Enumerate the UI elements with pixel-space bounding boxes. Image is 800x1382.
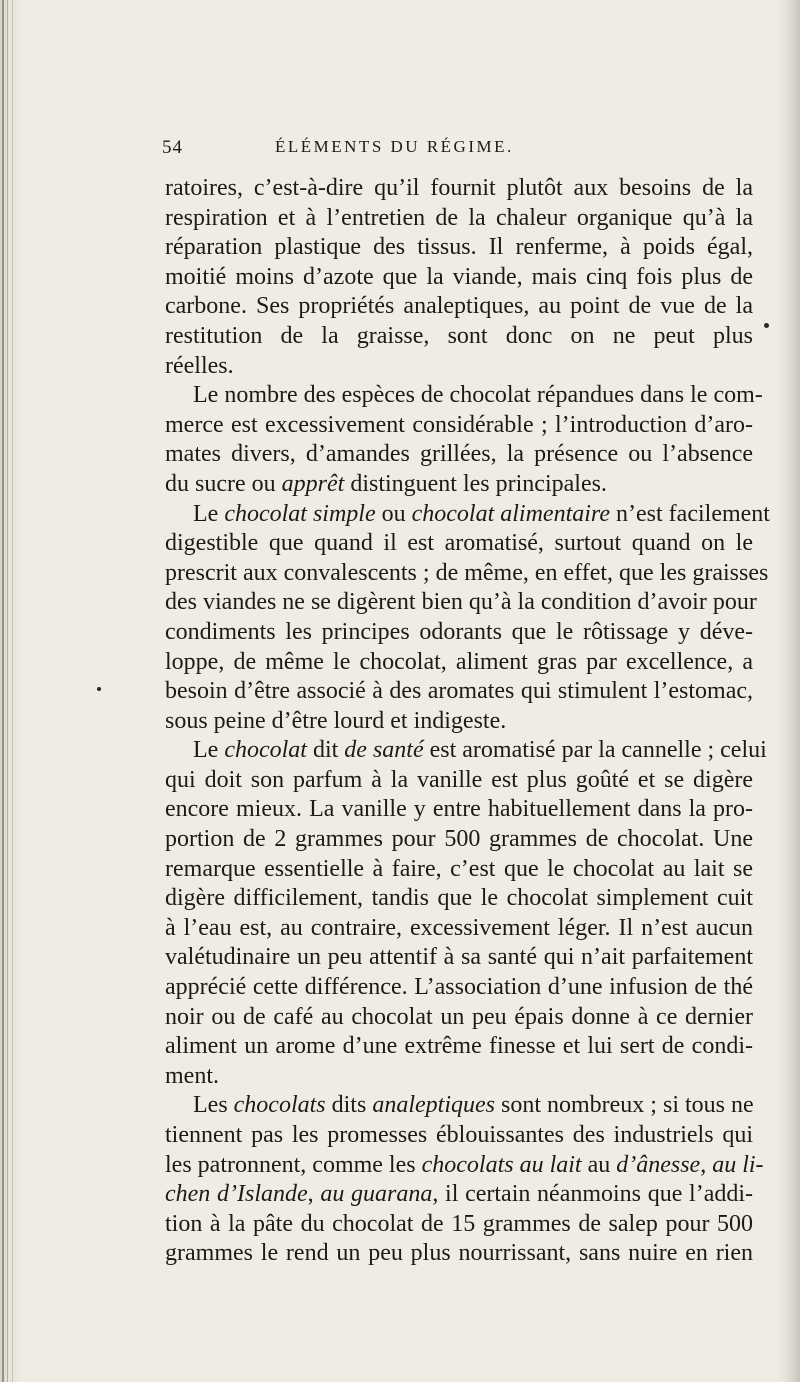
page-number: 54 (162, 137, 183, 158)
text-line: besoin d’être associé à des aromates qui stimulent l’estomac, (165, 678, 753, 705)
text-line (165, 500, 770, 530)
text-line: remarque essentielle à faire, c’est que le chocolat au lait se (165, 855, 753, 882)
text-run: , (307, 1181, 321, 1208)
body-text (165, 174, 770, 1269)
italic-term: chocolats (233, 1092, 326, 1119)
text-line (165, 736, 767, 766)
text-line: apprécié cette différence. L’association d’une infusion de thé (165, 974, 753, 1001)
text-line: des viandes ne se digèrent bien qu’à la condition d’avoir pour (165, 589, 757, 616)
italic-term: chocolat alimentaire (411, 500, 611, 527)
text-line: grammes le rend un peu plus nourrissant, sans nuire en rien (165, 1240, 753, 1267)
text-line: moitié moins d’azote que la viande, mais cinq fois plus de (165, 263, 753, 290)
text-line (165, 470, 753, 500)
italic-term: d’Islande (217, 1181, 308, 1208)
text-line: portion de 2 grammes pour 500 grammes de chocolat. Une (165, 826, 753, 853)
text-line: merce est excessivement considérable ; l’introduction d’aro- (165, 411, 753, 438)
print-speck (764, 323, 769, 328)
text-run: est aromatisé par la cannelle ; celui (423, 737, 767, 764)
text-run: sont nombreux ; si tous ne (494, 1092, 754, 1119)
text-line: digère difficilement, tandis que le chocolat simplement cuit (165, 885, 753, 912)
text-run: Les (193, 1092, 234, 1119)
text-run: les patronnent, comme les (165, 1151, 422, 1178)
italic-term: de santé (344, 737, 424, 764)
text-line: prescrit aux convalescents ; de même, en effet, que les graisses (165, 559, 769, 586)
running-title: ÉLÉMENTS DU RÉGIME. (275, 137, 514, 156)
text-line: réparation plastique des tissus. Il renferme, à poids égal, (165, 234, 753, 261)
text-line: qui doit son parfum à la vanille est plus goûté et se digère (165, 766, 753, 793)
italic-term: chocolat (224, 737, 307, 764)
text-run: dit (306, 737, 345, 764)
italic-term: apprêt (281, 470, 345, 497)
text-line: encore mieux. La vanille y entre habituellement dans la pro- (165, 796, 753, 823)
text-run: n’est facilement (610, 500, 770, 527)
text-line: mates divers, d’amandes grillées, la présence ou l’absence (165, 441, 753, 468)
text-line: à l’eau est, au contraire, excessivement léger. Il n’est aucun (165, 914, 753, 941)
italic-term: au li- (712, 1151, 764, 1178)
text-run: Le (193, 500, 225, 527)
text-run: ou (375, 500, 412, 527)
text-line: restitution de la graisse, sont donc on ne peut plus (165, 322, 753, 349)
italic-term: au guarana (320, 1181, 433, 1208)
text-line: sous peine d’être lourd et indigeste. (165, 707, 507, 734)
text-line: valétudinaire un peu attentif à sa santé qui n’ait parfaitement (165, 944, 753, 971)
text-line: ment. (165, 1062, 219, 1089)
text-line: ratoires, c’est-à-dire qu’il fournit plutôt aux besoins de la (165, 175, 753, 201)
text-line: aliment un arome d’une extrême finesse et lui sert de condi- (165, 1033, 753, 1060)
text-line: respiration et à l’entretien de la chaleur organique qu’à la (165, 204, 753, 231)
text-run: au (581, 1151, 617, 1178)
text-line: tion à la pâte du chocolat de 15 grammes de salep pour 500 (165, 1210, 753, 1237)
text-line: digestible que quand il est aromatisé, surtout quand on le (165, 530, 753, 557)
italic-term: d’ânesse (616, 1151, 701, 1178)
print-speck (97, 687, 101, 691)
text-line: réelles. (165, 352, 234, 379)
text-line: loppe, de même le chocolat, aliment gras par excellence, a (165, 648, 753, 675)
text-line (165, 1151, 764, 1181)
text-line: Le nombre des espèces de chocolat répandues dans le com- (193, 382, 763, 409)
text-line: carbone. Ses propriétés analeptiques, au point de vue de la (165, 293, 753, 320)
text-run: , (700, 1151, 713, 1178)
italic-term: analeptiques (372, 1092, 495, 1119)
text-run: Le (193, 737, 225, 764)
text-run: dits (325, 1092, 373, 1119)
text-line (165, 1180, 753, 1210)
text-line: condiments les principes odorants que le rôtissage y déve- (165, 618, 753, 645)
text-line: tiennent pas les promesses éblouissantes des industriels qui (165, 1122, 753, 1148)
text-line (165, 1091, 753, 1121)
text-line: noir ou de café au chocolat un peu épais donne à ce dernier (165, 1003, 753, 1030)
text-run: du sucre ou (165, 470, 282, 497)
text-run: , il certain néanmoins que l’addi- (432, 1181, 754, 1208)
italic-term: chocolats au lait (421, 1151, 582, 1178)
italic-term: chen (165, 1181, 211, 1208)
text-run (210, 1181, 217, 1207)
italic-term: chocolat simple (224, 500, 376, 527)
text-run: distinguent les principales. (344, 470, 607, 497)
